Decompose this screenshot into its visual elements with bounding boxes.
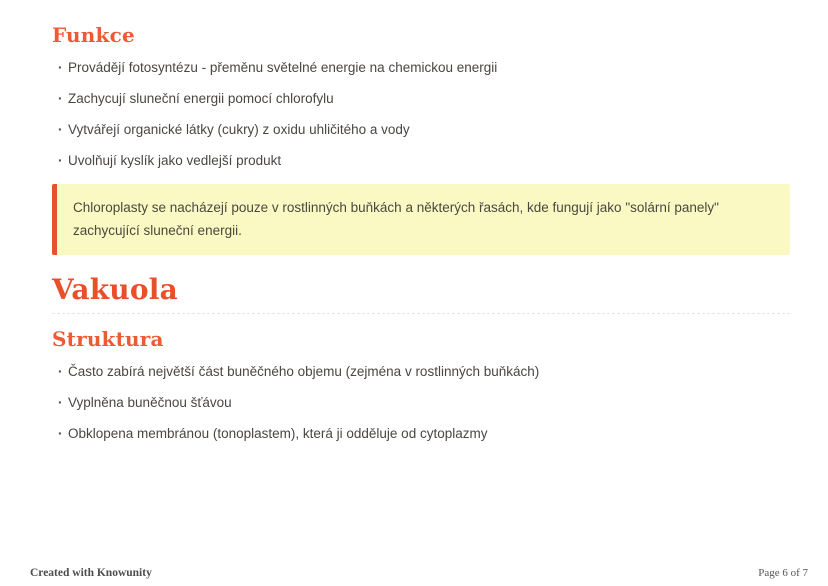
callout-note (52, 184, 790, 255)
list-item (68, 91, 790, 107)
list-item (68, 364, 790, 380)
list-item-text: Provádějí fotosyntézu - přeměnu světelné energie na chemickou energii (68, 60, 498, 75)
section-heading-funkce: Funkce (52, 23, 135, 47)
list-item-text: Vytvářejí organické látky (cukry) z oxidu uhličitého a vody (68, 122, 410, 137)
list-item (68, 395, 790, 411)
list-item (68, 153, 790, 169)
list-item-text: Zachycují sluneční energii pomocí chlorofylu (68, 91, 334, 106)
section-heading-struktura: Struktura (52, 327, 164, 351)
funkce-bullet-list (52, 60, 790, 169)
list-item-text: Vyplněna buněčnou šťávou (68, 395, 232, 410)
footer-branding: Created with Knowunity (30, 567, 152, 579)
struktura-bullet-list (52, 364, 790, 442)
list-item (68, 122, 790, 138)
list-item (68, 60, 790, 76)
list-item-text: Obklopena membránou (tonoplastem), která ji odděluje od cytoplazmy (68, 426, 488, 441)
footer-page-number: Page 6 of 7 (758, 567, 808, 579)
callout-text: Chloroplasty se nacházejí pouze v rostlinných buňkách a některých řasách, kde fungují jako "solární panely" zachycující sluneční energii. (73, 200, 719, 238)
list-item (68, 426, 790, 442)
page-footer (0, 567, 828, 579)
section-heading-vakuola: Vakuola (52, 275, 790, 314)
list-item-text: Často zabírá největší část buněčného objemu (zejména v rostlinných buňkách) (68, 364, 540, 379)
list-item-text: Uvolňují kyslík jako vedlejší produkt (68, 153, 282, 168)
